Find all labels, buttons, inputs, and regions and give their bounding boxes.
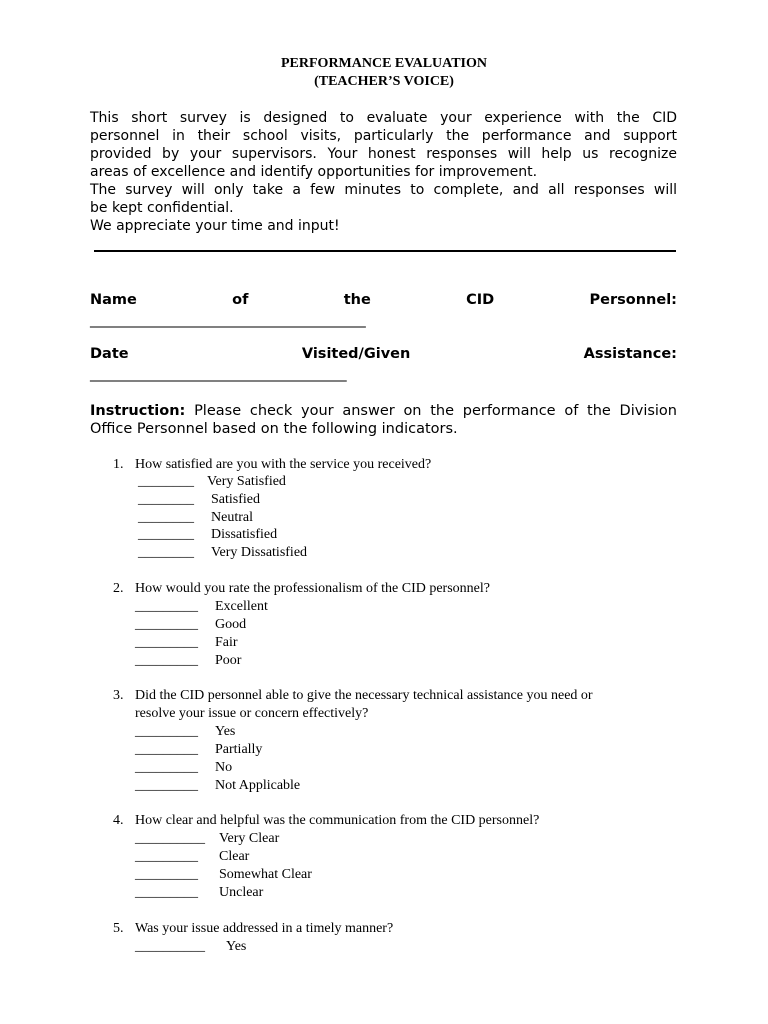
- answer-option[interactable]: [138, 527, 277, 543]
- answer-blank[interactable]: ________: [138, 492, 194, 507]
- option-label: Very Satisfied: [207, 474, 286, 489]
- question-text: How satisfied are you with the service you received?: [135, 457, 432, 472]
- question-text: Was your issue addressed in a timely manner?: [135, 921, 394, 936]
- document-subtitle: (TEACHER’S VOICE): [314, 74, 454, 89]
- label-word: Name: [90, 292, 137, 308]
- option-label: Clear: [219, 849, 250, 864]
- intro-line: This short survey is designed to evaluate your experience with the CID: [90, 110, 677, 126]
- answer-blank[interactable]: _________: [135, 760, 198, 775]
- answer-blank[interactable]: _________: [135, 635, 198, 650]
- question-text: Did the CID personnel able to give the necessary technical assistance you need or: [135, 688, 593, 703]
- instruction-text: [90, 402, 677, 438]
- option-label: Yes: [215, 724, 236, 739]
- answer-blank[interactable]: _________: [135, 849, 198, 864]
- personnel-name-label: [90, 292, 677, 308]
- answer-option[interactable]: [138, 510, 253, 526]
- answer-option[interactable]: [135, 617, 246, 633]
- answer-blank[interactable]: _________: [135, 867, 198, 882]
- option-label: Good: [215, 617, 247, 632]
- instruction-label: Instruction:: [90, 403, 186, 419]
- label-word: Date: [90, 346, 129, 362]
- answer-blank[interactable]: _________: [135, 724, 198, 739]
- answer-blank[interactable]: ________: [138, 527, 194, 542]
- option-label: Very Clear: [219, 831, 280, 846]
- answer-blank[interactable]: ________: [138, 510, 194, 525]
- intro-line: The survey will only take a few minutes to complete, and all responses will: [90, 182, 677, 198]
- option-label: Partially: [215, 742, 263, 757]
- option-label: Neutral: [211, 510, 253, 525]
- question-text: How would you rate the professionalism of the CID personnel?: [135, 581, 490, 596]
- answer-option[interactable]: [135, 724, 235, 740]
- label-word: Assistance:: [583, 346, 677, 362]
- option-label: Very Dissatisfied: [211, 545, 308, 560]
- question-number: 5.: [113, 921, 124, 936]
- option-label: No: [215, 760, 233, 775]
- answer-option[interactable]: [135, 635, 238, 651]
- divider-rule: [94, 250, 676, 252]
- personnel-name-blank[interactable]: ___________________________________________: [90, 312, 366, 328]
- answer-option[interactable]: [135, 849, 249, 865]
- option-label: Somewhat Clear: [219, 867, 312, 882]
- question-number: 2.: [113, 581, 124, 596]
- intro-line: personnel in their school visits, particularly the performance and support: [90, 128, 677, 144]
- date-visited-blank[interactable]: ________________________________________: [90, 366, 347, 382]
- answer-blank[interactable]: _________: [135, 617, 198, 632]
- label-word: of: [232, 292, 249, 308]
- answer-blank[interactable]: __________: [135, 939, 205, 954]
- answer-blank[interactable]: __________: [135, 831, 205, 846]
- label-word: the: [343, 292, 371, 308]
- question-number: 1.: [113, 457, 124, 472]
- option-label: Not Applicable: [215, 778, 301, 793]
- intro-line: We appreciate your time and input!: [90, 218, 340, 234]
- answer-blank[interactable]: _________: [135, 778, 198, 793]
- intro-line: be kept confidential.: [90, 200, 234, 216]
- label-word: CID: [466, 292, 495, 308]
- date-visited-label: [90, 346, 677, 362]
- option-label: Fair: [215, 635, 238, 650]
- answer-blank[interactable]: _________: [135, 742, 198, 757]
- answer-option[interactable]: [138, 474, 286, 490]
- question-number: 3.: [113, 688, 124, 703]
- answer-blank[interactable]: ________: [138, 545, 194, 560]
- label-word: Personnel:: [589, 292, 677, 308]
- option-label: Yes: [226, 939, 247, 954]
- answer-option[interactable]: [135, 653, 241, 669]
- question-text-continued: resolve your issue or concern effectively?: [135, 706, 369, 721]
- option-label: Poor: [215, 653, 242, 668]
- answer-option[interactable]: [135, 939, 246, 955]
- answer-blank[interactable]: _________: [135, 599, 198, 614]
- intro-line: provided by your supervisors. Your honest responses will help us recognize: [90, 146, 677, 162]
- answer-option[interactable]: [135, 867, 312, 883]
- label-word: Visited/Given: [301, 346, 411, 362]
- answer-blank[interactable]: _________: [135, 885, 198, 900]
- answer-option[interactable]: [135, 778, 300, 794]
- question-text: How clear and helpful was the communication from the CID personnel?: [135, 813, 540, 828]
- document-title: PERFORMANCE EVALUATION: [281, 56, 487, 71]
- option-label: Unclear: [219, 885, 264, 900]
- option-label: Satisfied: [211, 492, 260, 507]
- answer-blank[interactable]: ________: [138, 474, 194, 489]
- answer-option[interactable]: [138, 492, 260, 508]
- option-label: Dissatisfied: [211, 527, 278, 542]
- instruction-body: Please check your answer on the performance of the Division Office Personnel based on the following indicators.: [90, 403, 677, 437]
- answer-option[interactable]: [138, 545, 307, 561]
- answer-option[interactable]: [135, 742, 262, 758]
- intro-line: areas of excellence and identify opportunities for improvement.: [90, 164, 538, 180]
- answer-blank[interactable]: _________: [135, 653, 198, 668]
- answer-option[interactable]: [135, 760, 232, 776]
- answer-option[interactable]: [135, 885, 263, 901]
- option-label: Excellent: [215, 599, 268, 614]
- answer-option[interactable]: [135, 831, 279, 847]
- question-number: 4.: [113, 813, 124, 828]
- answer-option[interactable]: [135, 599, 268, 615]
